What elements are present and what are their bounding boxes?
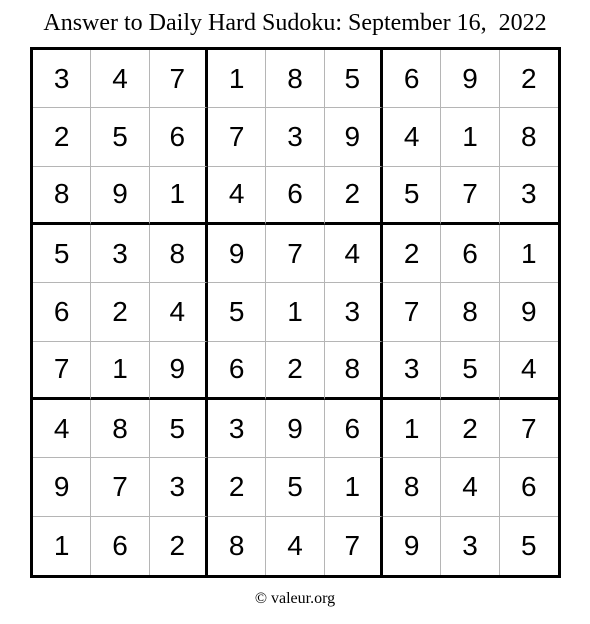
sudoku-cell: 9 [325, 108, 383, 166]
sudoku-cell: 1 [383, 400, 441, 458]
sudoku-cell: 5 [441, 342, 499, 400]
sudoku-cell: 4 [500, 342, 558, 400]
sudoku-cell: 8 [383, 458, 441, 516]
sudoku-cell: 7 [441, 167, 499, 225]
sudoku-cell: 1 [208, 50, 266, 108]
sudoku-cell: 1 [325, 458, 383, 516]
sudoku-cell: 3 [500, 167, 558, 225]
sudoku-cell: 8 [91, 400, 149, 458]
sudoku-cell: 9 [208, 225, 266, 283]
sudoku-cell: 1 [441, 108, 499, 166]
sudoku-cell: 7 [500, 400, 558, 458]
sudoku-cell: 5 [521, 529, 537, 561]
sudoku-cell: 5 [150, 400, 208, 458]
sudoku-cell: 6 [150, 108, 208, 166]
sudoku-cell: 7 [208, 108, 266, 166]
sudoku-cell: 5 [325, 50, 383, 108]
sudoku-cell: 1 [266, 283, 324, 341]
sudoku-cell: 8 [208, 517, 266, 575]
sudoku-cell: 4 [150, 283, 208, 341]
sudoku-cell: 6 [383, 50, 441, 108]
sudoku-cell: 8 [441, 283, 499, 341]
sudoku-cell: 2 [208, 458, 266, 516]
sudoku-cell: 8 [266, 50, 324, 108]
sudoku-cell: 7 [150, 50, 208, 108]
sudoku-cell: 6 [266, 167, 324, 225]
sudoku-cell: 1 [33, 517, 91, 575]
sudoku-cell: 2 [441, 400, 499, 458]
sudoku-cell: 3 [208, 400, 266, 458]
sudoku-cell: 4 [33, 400, 91, 458]
sudoku-grid [30, 47, 561, 578]
sudoku-cell: 3 [441, 517, 499, 575]
sudoku-cell: 6 [33, 283, 91, 341]
sudoku-cell: 7 [266, 225, 324, 283]
sudoku-cell: 6 [500, 458, 558, 516]
sudoku-cell: 9 [441, 50, 499, 108]
sudoku-cell: 2 [33, 108, 91, 166]
sudoku-cell: 5 [266, 458, 324, 516]
sudoku-cell: 5 [91, 108, 149, 166]
sudoku-cell: 9 [383, 517, 441, 575]
sudoku-cell: 3 [266, 108, 324, 166]
sudoku-cell: 3 [33, 50, 91, 108]
sudoku-cell: 8 [150, 225, 208, 283]
sudoku-cell: 8 [325, 342, 383, 400]
sudoku-cell: 1 [150, 167, 208, 225]
sudoku-cell: 2 [325, 167, 383, 225]
copyright-footer: © valeur.org [254, 590, 336, 607]
sudoku-cell: 4 [91, 50, 149, 108]
sudoku-cell: 9 [266, 400, 324, 458]
sudoku-cell: 6 [441, 225, 499, 283]
sudoku-cell: 4 [325, 225, 383, 283]
sudoku-cell: 4 [266, 517, 324, 575]
sudoku-cell: 3 [91, 225, 149, 283]
sudoku-cell: 3 [383, 342, 441, 400]
page-title: Answer to Daily Hard Sudoku: September 16, 2022 [43, 10, 547, 36]
sudoku-cell: 5 [383, 167, 441, 225]
sudoku-cell: 7 [33, 342, 91, 400]
sudoku-cell: 8 [500, 108, 558, 166]
sudoku-cell: 5 [33, 225, 91, 283]
sudoku-cell: 6 [325, 400, 383, 458]
sudoku-cell: 2 [91, 283, 149, 341]
sudoku-cell: 6 [91, 517, 149, 575]
sudoku-cell: 7 [91, 458, 149, 516]
sudoku-cell: 6 [208, 342, 266, 400]
sudoku-cell: 4 [441, 458, 499, 516]
sudoku-cell: 2 [500, 50, 558, 108]
sudoku-cell: 4 [208, 167, 266, 225]
sudoku-cell: 2 [383, 225, 441, 283]
sudoku-cell: 9 [33, 458, 91, 516]
sudoku-cell: 7 [325, 517, 383, 575]
sudoku-cell: 3 [150, 458, 208, 516]
sudoku-cell: 1 [500, 225, 558, 283]
sudoku-cell: 9 [91, 167, 149, 225]
sudoku-cell: 5 [208, 283, 266, 341]
sudoku-cell: 3 [325, 283, 383, 341]
sudoku-cell: 1 [91, 342, 149, 400]
sudoku-cell: 9 [500, 283, 558, 341]
sudoku-cell: 8 [33, 167, 91, 225]
sudoku-cell: 2 [266, 342, 324, 400]
sudoku-cell: 4 [383, 108, 441, 166]
sudoku-cell: 2 [150, 517, 208, 575]
sudoku-cell: 9 [150, 342, 208, 400]
sudoku-cell: 7 [383, 283, 441, 341]
